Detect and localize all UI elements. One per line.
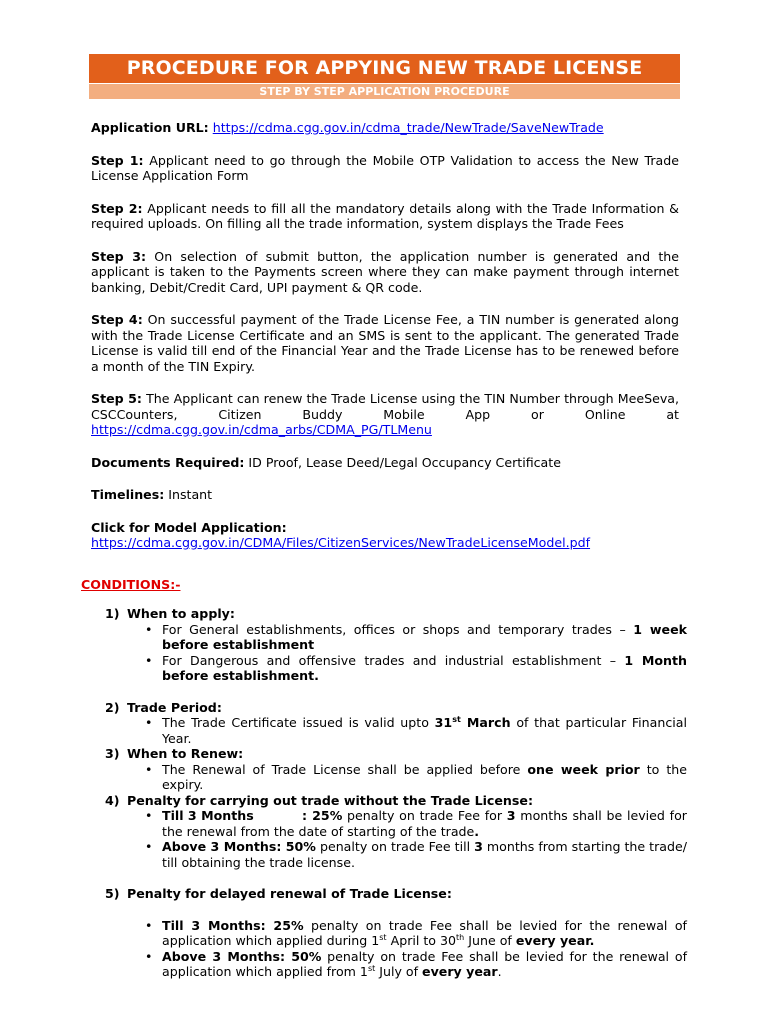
list-item: • The Trade Certificate issued is valid upto 31st March of that particular Financial Year. <box>145 714 688 746</box>
step-label: Step 1: <box>91 152 144 168</box>
condition-2-heading <box>91 700 679 716</box>
step-5-link-line <box>91 422 679 438</box>
condition-2-list <box>91 714 688 746</box>
list-item: • For Dangerous and offensive trades and industrial establishment – 1 Month before establishment. <box>145 652 687 683</box>
step-1 <box>91 153 679 184</box>
timelines-label: Timelines: <box>91 487 165 502</box>
spacer <box>91 684 679 700</box>
renewal-link[interactable]: https://cdma.cgg.gov.in/cdma_arbs/CDMA_PG/TLMenu <box>91 422 432 437</box>
application-url-label: Application URL: <box>91 120 209 135</box>
timelines-text: Instant <box>164 487 213 502</box>
step-text: The Applicant can renew the Trade License using the TIN Number through MeeSeva, CSCCounters, Citizen Buddy Mobile App or Online at <box>91 391 679 422</box>
condition-4-heading <box>91 793 679 809</box>
document-body <box>81 120 688 980</box>
list-item: • Till 3 Months: 25% penalty on trade Fee shall be levied for the renewal of application which applied during 1st April to 30th June of every year. <box>145 917 687 948</box>
condition-1-list <box>91 621 687 684</box>
bullet-icon: • <box>145 839 153 854</box>
spacer <box>91 870 679 886</box>
step-text: On successful payment of the Trade License Fee, a TIN number is generated along with the Trade License Certificate and an SMS is sent to the applicant. The generated Trade License is valid till end of the Financial Year and the Trade License has to be renewed before a month of the TIN Expiry. <box>91 312 679 374</box>
condition-title: When to Renew: <box>127 746 244 761</box>
list-item: • The Renewal of Trade License shall be applied before one week prior to the expiry. <box>145 761 687 792</box>
bullet-icon: • <box>145 621 153 637</box>
bullet-icon: • <box>145 917 153 933</box>
page-subtitle: STEP BY STEP APPLICATION PROCEDURE <box>89 84 680 99</box>
conditions-title: CONDITIONS:- <box>81 576 181 592</box>
condition-3-list <box>91 761 687 793</box>
header-banner <box>89 54 680 99</box>
application-url-line <box>91 120 679 136</box>
step-text: Applicant needs to fill all the mandatory details along with the Trade Information & required uploads. On filling all the trade information, system displays the Trade Fees <box>91 200 679 231</box>
step-5 <box>91 391 679 422</box>
condition-number: 4) <box>105 792 120 808</box>
condition-5-list <box>91 917 687 980</box>
condition-number: 1) <box>105 606 120 621</box>
step-2 <box>91 201 679 232</box>
documents-line <box>91 455 679 471</box>
step-text: On selection of submit button, the application number is generated and the applicant is taken to the Payments screen where they can make payment through internet banking, Debit/Credit Card, UPI payment & QR code. <box>91 248 679 295</box>
step-label: Step 3: <box>91 248 147 264</box>
model-application-link[interactable]: https://cdma.cgg.gov.in/CDMA/Files/CitizenServices/NewTradeLicenseModel.pdf <box>91 535 591 550</box>
bullet-icon: • <box>145 948 153 964</box>
step-4 <box>91 312 679 374</box>
step-label: Step 4: <box>91 312 143 327</box>
condition-number: 5) <box>105 886 120 901</box>
step-text: Applicant need to go through the Mobile OTP Validation to access the New Trade License Application Form <box>91 152 679 183</box>
step-label: Step 2: <box>91 200 143 216</box>
documents-label: Documents Required: <box>91 454 245 470</box>
list-item: • Till 3 Months : 25% penalty on trade Fee for 3 months shall be levied for the renewal from the date of starting of the trade. <box>145 808 687 839</box>
model-application-label: Click for Model Application: <box>91 519 287 535</box>
condition-5-heading <box>91 886 679 902</box>
list-item: • Above 3 Months: 50% penalty on trade Fee shall be levied for the renewal of application which applied from 1st July of every year. <box>145 948 687 979</box>
condition-title: Trade Period: <box>127 699 222 715</box>
condition-3-heading <box>91 746 679 762</box>
list-item: • Above 3 Months: 50% penalty on trade Fee till 3 months from starting the trade/ till obtaining the trade license. <box>145 839 687 870</box>
model-application-line <box>91 520 679 551</box>
condition-title: Penalty for delayed renewal of Trade License: <box>127 886 452 901</box>
condition-1-heading <box>91 606 679 622</box>
condition-title: Penalty for carrying out trade without the Trade License: <box>127 792 533 808</box>
step-3 <box>91 249 679 296</box>
timelines-line <box>91 487 679 503</box>
condition-number: 3) <box>105 746 120 761</box>
condition-title: When to apply: <box>127 606 235 621</box>
application-url-link[interactable]: https://cdma.cgg.gov.in/cdma_trade/NewTrade/SaveNewTrade <box>212 120 604 135</box>
spacer <box>91 902 679 918</box>
bullet-icon: • <box>145 808 153 823</box>
bullet-icon: • <box>145 761 153 777</box>
documents-text: ID Proof, Lease Deed/Legal Occupancy Certificate <box>244 454 561 470</box>
condition-number: 2) <box>105 699 120 715</box>
step-label: Step 5: <box>91 391 142 406</box>
bullet-icon: • <box>145 652 153 668</box>
page-title: PROCEDURE FOR APPYING NEW TRADE LICENSE <box>89 54 680 83</box>
bullet-icon: • <box>145 715 153 730</box>
condition-4-list <box>91 808 687 870</box>
list-item: • For General establishments, offices or shops and temporary trades – 1 week before establishment <box>145 621 687 652</box>
